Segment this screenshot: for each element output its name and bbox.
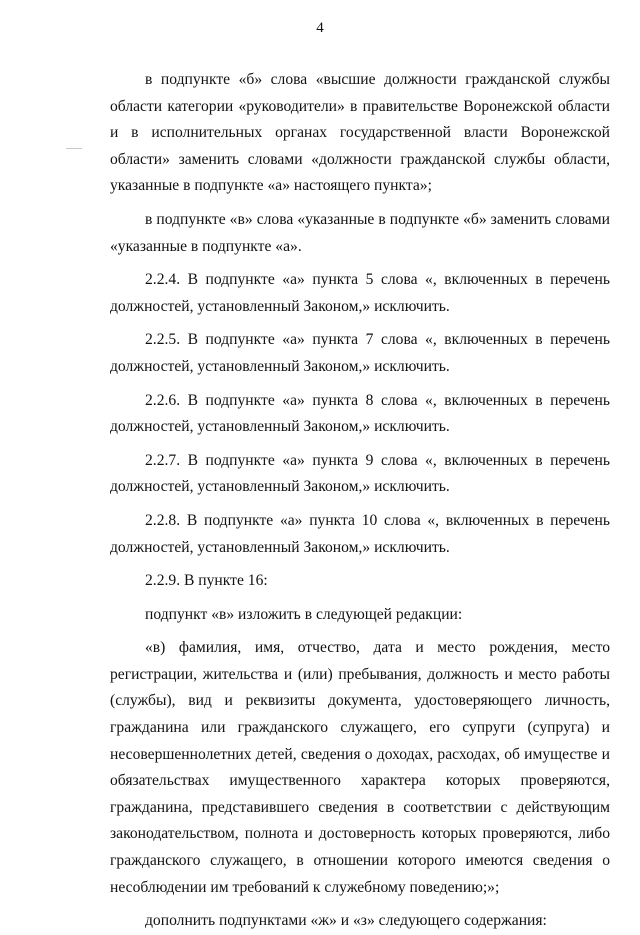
paragraph-2-2-5: 2.2.5. В подпункте «а» пункта 7 слова «, включенных в перечень должностей, установленный Законом,» исключить. <box>110 331 610 375</box>
paragraph-subpoint-v-amendment: в подпункте «в» слова «указанные в подпункте «б» заменить словами «указанные в подпункте «а». <box>110 210 610 255</box>
paragraph-subpoint-v-text: «в) фамилия, имя, отчество, дата и место рождения, место регистрации, жительства и (или) пребывания, должность и место работы (службы), вид и реквизиты документа, удостоверяющего личность, гражданина или гражданского служащего, его супруги (супруга) и несовершеннолетних детей, сведения о доходах, расходах, об имуществе и обязательствах имущественного характера которых проверяются, гражданина, представившего сведения в соответствии с действующим законодательством, полнота и достоверность которых проверяются, либо гражданского служащего, в отношении которого имеются сведения о несоблюдении им требований к служебному поведению;»; <box>110 639 610 896</box>
document-body <box>110 67 610 935</box>
paragraph-2-2-9: 2.2.9. В пункте 16: <box>145 572 268 590</box>
page-number: 4 <box>316 20 324 36</box>
paragraph-subpoint-v-new-wording: подпункт «в» изложить в следующей редакции: <box>145 605 463 623</box>
paragraph-2-2-6: 2.2.6. В подпункте «а» пункта 8 слова «, включенных в перечень должностей, установленный Законом,» исключить. <box>110 391 610 436</box>
paragraph-add-subpoints: дополнить подпунктами «ж» и «з» следующего содержания: <box>145 912 547 930</box>
paragraph-subpoint-b-amendment: в подпункте «б» слова «высшие должности гражданской службы области категории «руководители» в правительстве Воронежской области и в исполнительных органах государственной власти Воронежской области» заменить словами «должности гражданской службы области, указанные в подпункте «а» настоящего пункта»; <box>110 71 610 195</box>
margin-mark <box>66 148 82 149</box>
paragraph-2-2-8: 2.2.8. В подпункте «а» пункта 10 слова «, включенных в перечень должностей, установленный Законом,» исключить. <box>110 511 610 556</box>
paragraph-2-2-7: 2.2.7. В подпункте «а» пункта 9 слова «, включенных в перечень должностей, установленный Законом,» исключить. <box>110 451 610 496</box>
paragraph-2-2-4: 2.2.4. В подпункте «а» пункта 5 слова «, включенных в перечень должностей, установленный Законом,» исключить. <box>110 271 610 315</box>
